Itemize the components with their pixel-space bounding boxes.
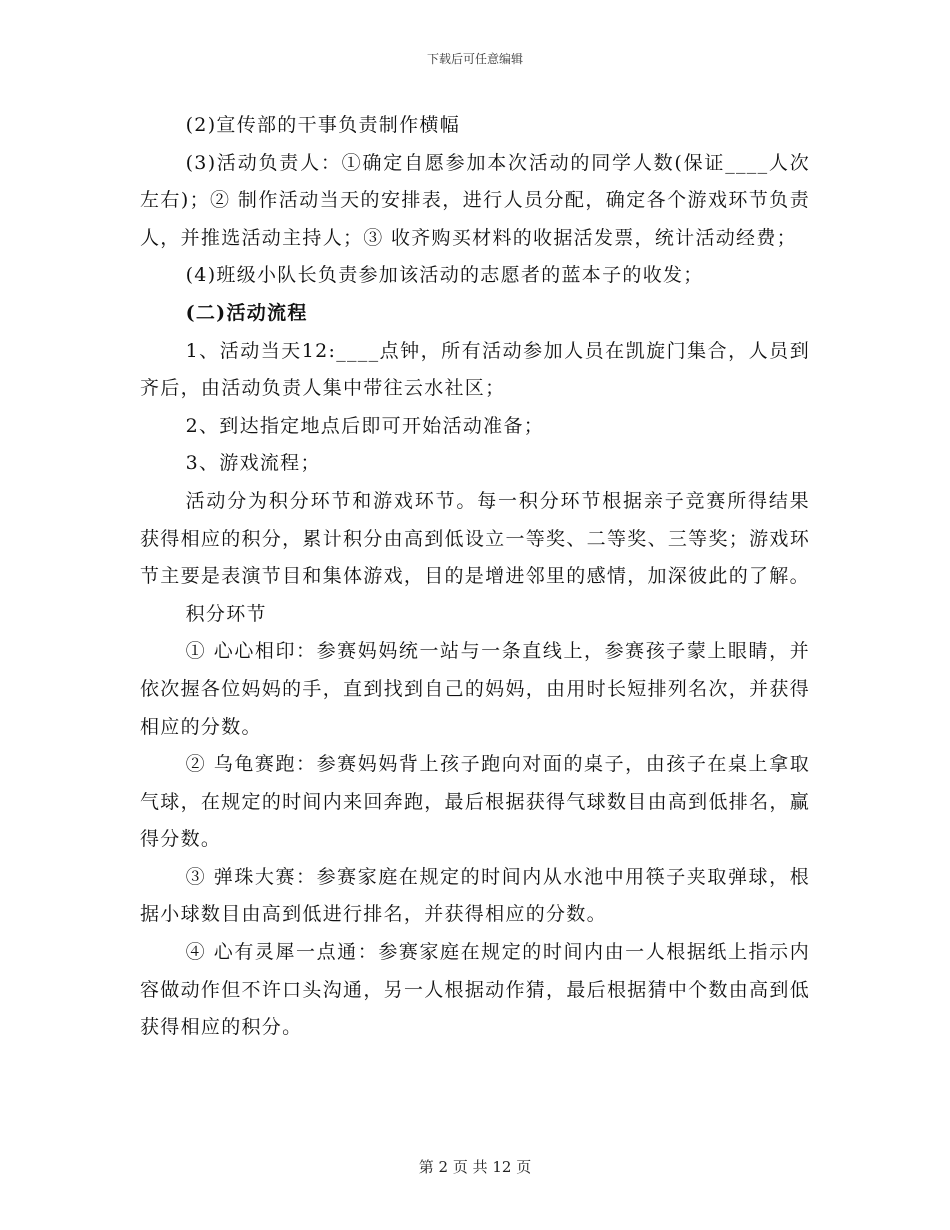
section-heading-activity-process: (二)活动流程: [185, 301, 308, 324]
paragraph-propaganda-banner: (2)宣传部的干事负责制作横幅: [185, 114, 461, 136]
paragraph-step-2: 2、到达指定地点后即可开始活动准备；: [185, 414, 545, 437]
paragraph-activity-leader: (3)活动负责人：①确定自愿参加本次活动的同学人数(保证____人次左右)；② 制作活动当天的安排表，进行人员分配，确定各个游戏环节负责人，并推选活动主持人；③ 收齐购买材料的收据活发票，统计活动经费；: [140, 151, 810, 249]
paragraph-game-3: ③ 弹珠大赛：参赛家庭在规定的时间内从水池中用筷子夹取弹球，根据小球数目由高到低进行排名，并获得相应的分数。: [140, 865, 810, 926]
page-header: 下载后可任意编辑: [426, 52, 523, 66]
subheading-points-segment: 积分环节: [185, 602, 267, 625]
paragraph-step-1: 1、活动当天12:____点钟，所有活动参加人员在凯旋门集合，人员到齐后，由活动负责人集中带往云水社区；: [140, 339, 810, 400]
paragraph-activity-overview: 活动分为积分环节和游戏环节。每一积分环节根据亲子竞赛所得结果获得相应的积分，累计积分由高到低设立一等奖、二等奖、三等奖；游戏环节主要是表演节目和集体游戏，目的是增进邻里的感情，加深彼此的了解。: [140, 489, 810, 588]
paragraph-squad-leader: (4)班级小队长负责参加该活动的志愿者的蓝本子的收发；: [185, 264, 704, 287]
document-body: [140, 107, 810, 1047]
paragraph-game-4: ④ 心有灵犀一点通：参赛家庭在规定的时间内由一人根据纸上指示内容做动作但不许口头沟通，另一人根据动作猜，最后根据猜中个数由高到低获得相应的积分。: [140, 941, 810, 1039]
paragraph-step-3: 3、游戏流程；: [185, 452, 321, 475]
paragraph-game-1: ① 心心相印：参赛妈妈统一站与一条直线上，参赛孩子蒙上眼睛，并依次握各位妈妈的手，直到找到自己的妈妈，由用时长短排列名次，并获得相应的分数。: [140, 640, 810, 738]
page-number-footer: 第 2 页 共 12 页: [418, 1158, 532, 1176]
paragraph-game-2: ② 乌龟赛跑：参赛妈妈背上孩子跑向对面的桌子，由孩子在桌上拿取气球，在规定的时间内来回奔跑，最后根据获得气球数目由高到低排名，赢得分数。: [140, 753, 810, 851]
